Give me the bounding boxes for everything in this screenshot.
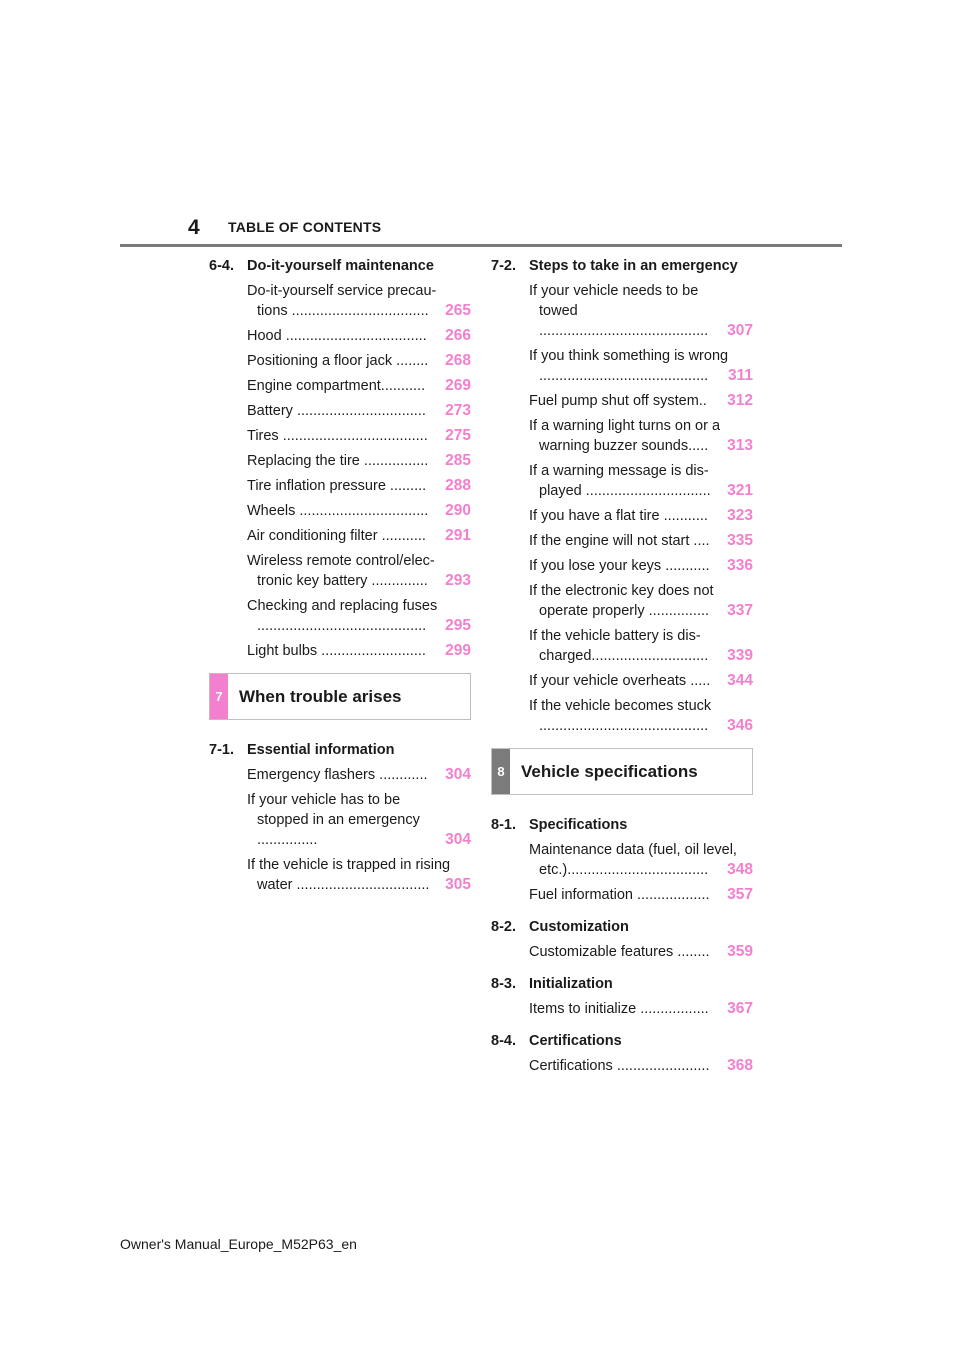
toc-entry-page[interactable]: 311 [727, 367, 753, 384]
section-number: 8-2. [491, 919, 516, 935]
toc-entry-text: If the vehicle is trapped in rising water ................................. [247, 857, 451, 893]
toc-entry-text: If the engine will not start .... [529, 533, 710, 549]
toc-entry[interactable] [529, 556, 753, 576]
toc-entry-text: If your vehicle needs to be towed .......................................... [529, 283, 709, 339]
toc-entry-text: Certifications ....................... [529, 1058, 710, 1074]
toc-entry[interactable] [529, 531, 753, 551]
toc-entry-text: Items to initialize ................. [529, 1001, 709, 1017]
toc-entry-page[interactable]: 359 [727, 943, 753, 960]
toc-entry-page[interactable]: 307 [727, 322, 753, 339]
toc-entry-text: If your vehicle overheats ..... [529, 673, 711, 689]
toc-entry-text: Tire inflation pressure ......... [247, 478, 427, 494]
toc-entry-text: Tires .................................... [247, 428, 428, 444]
toc-entry[interactable] [247, 426, 471, 446]
section-title: Do-it-yourself maintenance [247, 258, 434, 274]
toc-entry-text: If you lose your keys ........... [529, 558, 710, 574]
chapter-banner-8[interactable] [491, 748, 753, 795]
toc-list [209, 765, 471, 895]
toc-entry[interactable] [247, 376, 471, 396]
header-divider [120, 244, 842, 247]
toc-entry-page[interactable]: 357 [727, 886, 753, 903]
toc-entry[interactable] [529, 281, 753, 341]
toc-entry[interactable] [529, 1056, 753, 1076]
toc-entry-page[interactable]: 313 [727, 437, 753, 454]
toc-entry-text: If a warning light turns on or a warning buzzer sounds..... [529, 418, 721, 454]
toc-entry-text: If the vehicle battery is dis-charged............................. [529, 628, 709, 664]
toc-entry-text: Checking and replacing fuses .......................................... [247, 598, 438, 634]
toc-entry-page[interactable]: 295 [445, 617, 471, 634]
right-column [491, 254, 753, 1076]
toc-entry-text: Fuel pump shut off system.. [529, 393, 707, 409]
toc-list [491, 840, 753, 905]
toc-list [491, 942, 753, 962]
toc-entry[interactable] [247, 596, 471, 636]
toc-entry[interactable] [247, 641, 471, 661]
toc-entry-text: Fuel information .................. [529, 887, 710, 903]
page-number: 4 [188, 216, 200, 239]
toc-entry-page[interactable]: 323 [727, 507, 753, 524]
toc-entry-text: Air conditioning filter ........... [247, 528, 426, 544]
toc-entry-page[interactable]: 273 [445, 402, 471, 419]
toc-entry-page[interactable]: 268 [445, 352, 471, 369]
toc-entry-page[interactable]: 304 [445, 766, 471, 783]
toc-entry-text: Do-it-yourself service precau-tions .................................. [247, 283, 437, 319]
toc-entry[interactable] [529, 840, 753, 880]
toc-entry[interactable] [247, 281, 471, 321]
section-number: 8-4. [491, 1033, 516, 1049]
toc-entry-text: Light bulbs .......................... [247, 643, 426, 659]
section-title: Specifications [529, 817, 628, 833]
toc-entry-page[interactable]: 275 [445, 427, 471, 444]
toc-entry-page[interactable]: 266 [445, 327, 471, 344]
left-column [209, 254, 471, 895]
toc-entry[interactable] [529, 391, 753, 411]
toc-list [491, 1056, 753, 1076]
toc-entry-page[interactable]: 368 [727, 1057, 753, 1074]
toc-entry-text: If a warning message is dis-played ............................... [529, 463, 711, 499]
section-title: Certifications [529, 1033, 622, 1049]
toc-entry[interactable] [529, 416, 753, 456]
toc-entry[interactable] [247, 501, 471, 521]
toc-entry-page[interactable]: 293 [445, 572, 471, 589]
section-number: 8-3. [491, 976, 516, 992]
section-heading [491, 1031, 753, 1051]
toc-entry[interactable] [529, 942, 753, 962]
toc-entry-page[interactable]: 339 [727, 647, 753, 664]
section-number: 8-1. [491, 817, 516, 833]
toc-entry[interactable] [247, 476, 471, 496]
chapter-tab: 8 [492, 749, 510, 794]
toc-entry-text: If your vehicle has to be stopped in an emergency ............... [247, 792, 420, 848]
toc-entry[interactable] [247, 526, 471, 546]
section-heading [491, 256, 753, 276]
toc-entry[interactable] [529, 581, 753, 621]
toc-entry-page[interactable]: 348 [727, 861, 753, 878]
toc-entry-page[interactable]: 321 [727, 482, 753, 499]
toc-entry[interactable] [247, 765, 471, 785]
chapter-banner-7[interactable] [209, 673, 471, 720]
toc-list [491, 999, 753, 1019]
toc-entry[interactable] [247, 855, 471, 895]
toc-entry-text: Battery ................................ [247, 403, 426, 419]
toc-entry[interactable] [247, 351, 471, 371]
toc-entry-text: If the electronic key does not operate properly ............... [529, 583, 714, 619]
toc-entry-page[interactable]: 285 [445, 452, 471, 469]
toc-entry[interactable] [247, 790, 471, 850]
toc-entry[interactable] [247, 326, 471, 346]
toc-entry-page[interactable]: 344 [727, 672, 753, 689]
toc-entry-text: Engine compartment........... [247, 378, 426, 394]
section-title: Customization [529, 919, 629, 935]
toc-entry-page[interactable]: 288 [445, 477, 471, 494]
section-number: 6-4. [209, 258, 234, 274]
section-title: Essential information [247, 742, 395, 758]
toc-entry-text: Positioning a floor jack ........ [247, 353, 429, 369]
chapter-title: When trouble arises [239, 686, 402, 706]
section-heading [209, 256, 471, 276]
toc-entry[interactable] [247, 551, 471, 591]
toc-entry-text: If the vehicle becomes stuck .......................................... [529, 698, 712, 734]
toc-entry-page[interactable]: 290 [445, 502, 471, 519]
toc-entry-text: Wireless remote control/elec-tronic key battery .............. [247, 553, 435, 589]
toc-entry-page[interactable]: 269 [445, 377, 471, 394]
toc-entry-text: If you have a flat tire ........... [529, 508, 708, 524]
toc-entry-text: Maintenance data (fuel, oil level, etc.)................................... [529, 842, 737, 878]
toc-entry-text: Emergency flashers ............ [247, 767, 428, 783]
toc-entry-text: Hood ................................... [247, 328, 427, 344]
toc-entry[interactable] [529, 885, 753, 905]
toc-entry[interactable] [529, 696, 753, 736]
section-title: Initialization [529, 976, 613, 992]
section-heading [491, 815, 753, 835]
section-number: 7-2. [491, 258, 516, 274]
toc-entry-page[interactable]: 304 [445, 831, 471, 848]
chapter-title: Vehicle specifications [521, 761, 698, 781]
toc-entry[interactable] [247, 401, 471, 421]
toc-entry-text: Wheels ................................ [247, 503, 429, 519]
section-heading [209, 740, 471, 760]
toc-entry[interactable] [529, 999, 753, 1019]
toc-entry[interactable] [529, 671, 753, 691]
toc-entry[interactable] [529, 346, 753, 386]
footer-doc-id: Owner's Manual_Europe_M52P63_en [120, 1236, 357, 1252]
section-heading [491, 974, 753, 994]
page-title: TABLE OF CONTENTS [228, 219, 382, 235]
section-number: 7-1. [209, 742, 234, 758]
toc-entry[interactable] [529, 461, 753, 501]
toc-list [209, 281, 471, 661]
toc-entry[interactable] [247, 451, 471, 471]
toc-entry-page[interactable]: 299 [445, 642, 471, 659]
toc-entry-text: If you think something is wrong .......................................... [529, 348, 729, 384]
toc-entry-page[interactable]: 312 [727, 392, 753, 409]
toc-entry-page[interactable]: 337 [727, 602, 753, 619]
toc-entry[interactable] [529, 506, 753, 526]
chapter-tab: 7 [210, 674, 228, 719]
toc-entry-page[interactable]: 305 [445, 876, 471, 893]
section-title: Steps to take in an emergency [529, 258, 738, 274]
toc-entry-page[interactable]: 346 [727, 717, 753, 734]
toc-list [491, 281, 753, 736]
toc-entry-text: Replacing the tire ................ [247, 453, 429, 469]
toc-entry-page[interactable]: 291 [445, 527, 471, 544]
toc-entry[interactable] [529, 626, 753, 666]
toc-entry-text: Customizable features ........ [529, 944, 710, 960]
toc-entry-page[interactable]: 335 [727, 532, 753, 549]
toc-entry-page[interactable]: 336 [727, 557, 753, 574]
toc-entry-page[interactable]: 265 [445, 302, 471, 319]
section-heading [491, 917, 753, 937]
toc-entry-page[interactable]: 367 [727, 1000, 753, 1017]
